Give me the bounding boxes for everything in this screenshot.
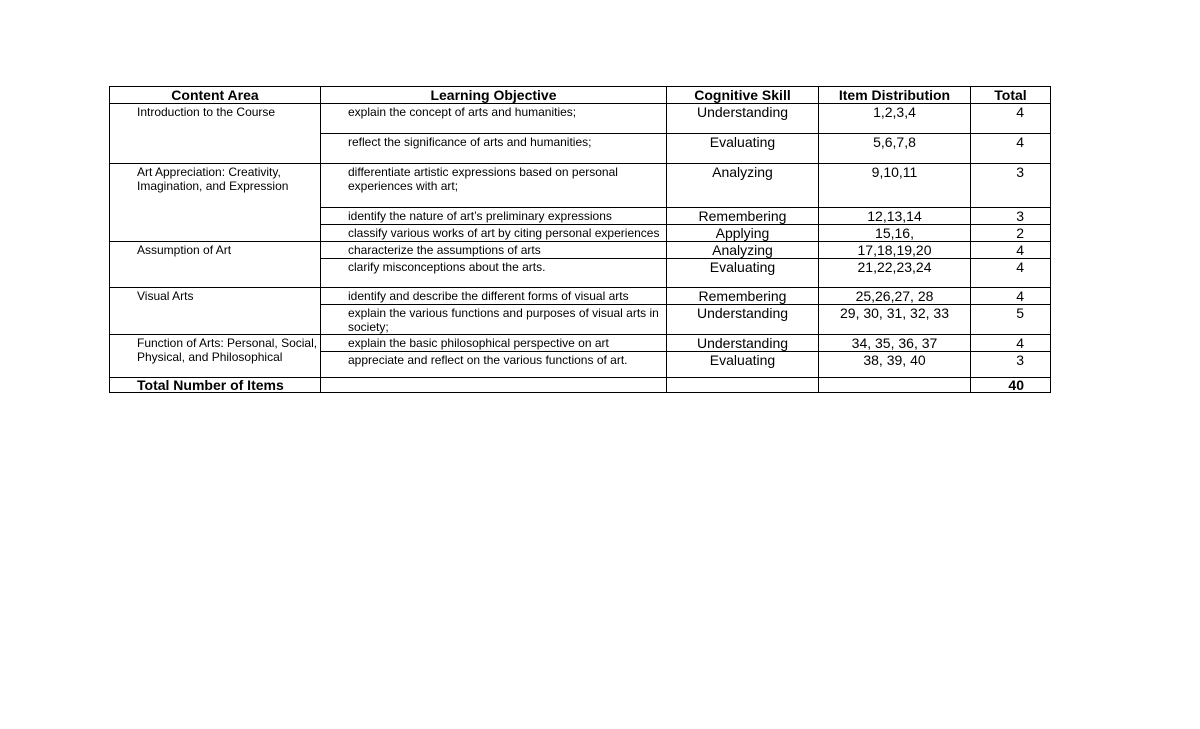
total-cell: 3: [971, 164, 1051, 208]
objective-cell: characterize the assumptions of arts: [321, 242, 667, 259]
items-cell: 34, 35, 36, 37: [819, 335, 971, 352]
total-cell: 4: [971, 288, 1051, 305]
table-row: [110, 242, 1051, 259]
items-cell: 17,18,19,20: [819, 242, 971, 259]
skill-cell: Understanding: [667, 335, 819, 352]
header-cognitive-skill: Cognitive Skill: [667, 87, 819, 104]
objective-cell: explain the various functions and purposes of visual arts in society;: [321, 305, 667, 335]
total-cell: 4: [971, 335, 1051, 352]
content-area-cell: Assumption of Art: [110, 242, 321, 288]
skill-cell: Analyzing: [667, 242, 819, 259]
table-row: [110, 288, 1051, 305]
objective-cell: classify various works of art by citing personal experiences: [321, 225, 667, 242]
header-learning-objective: Learning Objective: [321, 87, 667, 104]
skill-cell: Remembering: [667, 288, 819, 305]
items-cell: 15,16,: [819, 225, 971, 242]
items-cell: 1,2,3,4: [819, 104, 971, 134]
objective-cell: identify and describe the different forms of visual arts: [321, 288, 667, 305]
header-total: Total: [971, 87, 1051, 104]
content-area-cell: Function of Arts: Personal, Social, Physical, and Philosophical: [110, 335, 321, 378]
content-area-cell: Introduction to the Course: [110, 104, 321, 164]
objective-cell: reflect the significance of arts and humanities;: [321, 134, 667, 164]
items-cell: 29, 30, 31, 32, 33: [819, 305, 971, 335]
objective-cell: explain the basic philosophical perspective on art: [321, 335, 667, 352]
total-cell: 5: [971, 305, 1051, 335]
skill-cell: Analyzing: [667, 164, 819, 208]
objective-cell: appreciate and reflect on the various functions of art.: [321, 352, 667, 378]
table-row: [110, 335, 1051, 352]
total-cell: 2: [971, 225, 1051, 242]
table-row: [110, 164, 1051, 208]
empty-cell: [667, 378, 819, 393]
skill-cell: Understanding: [667, 305, 819, 335]
items-cell: 9,10,11: [819, 164, 971, 208]
header-row: [110, 87, 1051, 104]
items-cell: 12,13,14: [819, 208, 971, 225]
total-items-label: Total Number of Items: [110, 378, 321, 393]
skill-cell: Understanding: [667, 104, 819, 134]
items-cell: 25,26,27, 28: [819, 288, 971, 305]
objective-cell: explain the concept of arts and humanities;: [321, 104, 667, 134]
skill-cell: Applying: [667, 225, 819, 242]
items-cell: 5,6,7,8: [819, 134, 971, 164]
table-row: [110, 104, 1051, 134]
empty-cell: [819, 378, 971, 393]
objective-cell: differentiate artistic expressions based on personal experiences with art;: [321, 164, 667, 208]
total-cell: 3: [971, 352, 1051, 378]
content-area-cell: Art Appreciation: Creativity, Imagination, and Expression: [110, 164, 321, 242]
total-cell: 4: [971, 259, 1051, 288]
objective-cell: identify the nature of art’s preliminary expressions: [321, 208, 667, 225]
content-area-cell: Visual Arts: [110, 288, 321, 335]
items-cell: 38, 39, 40: [819, 352, 971, 378]
total-items-value: 40: [971, 378, 1051, 393]
skill-cell: Evaluating: [667, 352, 819, 378]
total-cell: 3: [971, 208, 1051, 225]
empty-cell: [321, 378, 667, 393]
total-cell: 4: [971, 242, 1051, 259]
footer-row: [110, 378, 1051, 393]
total-cell: 4: [971, 134, 1051, 164]
items-cell: 21,22,23,24: [819, 259, 971, 288]
header-item-distribution: Item Distribution: [819, 87, 971, 104]
header-content-area: Content Area: [110, 87, 321, 104]
table-of-specifications: [109, 86, 1051, 393]
objective-cell: clarify misconceptions about the arts.: [321, 259, 667, 288]
skill-cell: Remembering: [667, 208, 819, 225]
total-cell: 4: [971, 104, 1051, 134]
skill-cell: Evaluating: [667, 259, 819, 288]
skill-cell: Evaluating: [667, 134, 819, 164]
